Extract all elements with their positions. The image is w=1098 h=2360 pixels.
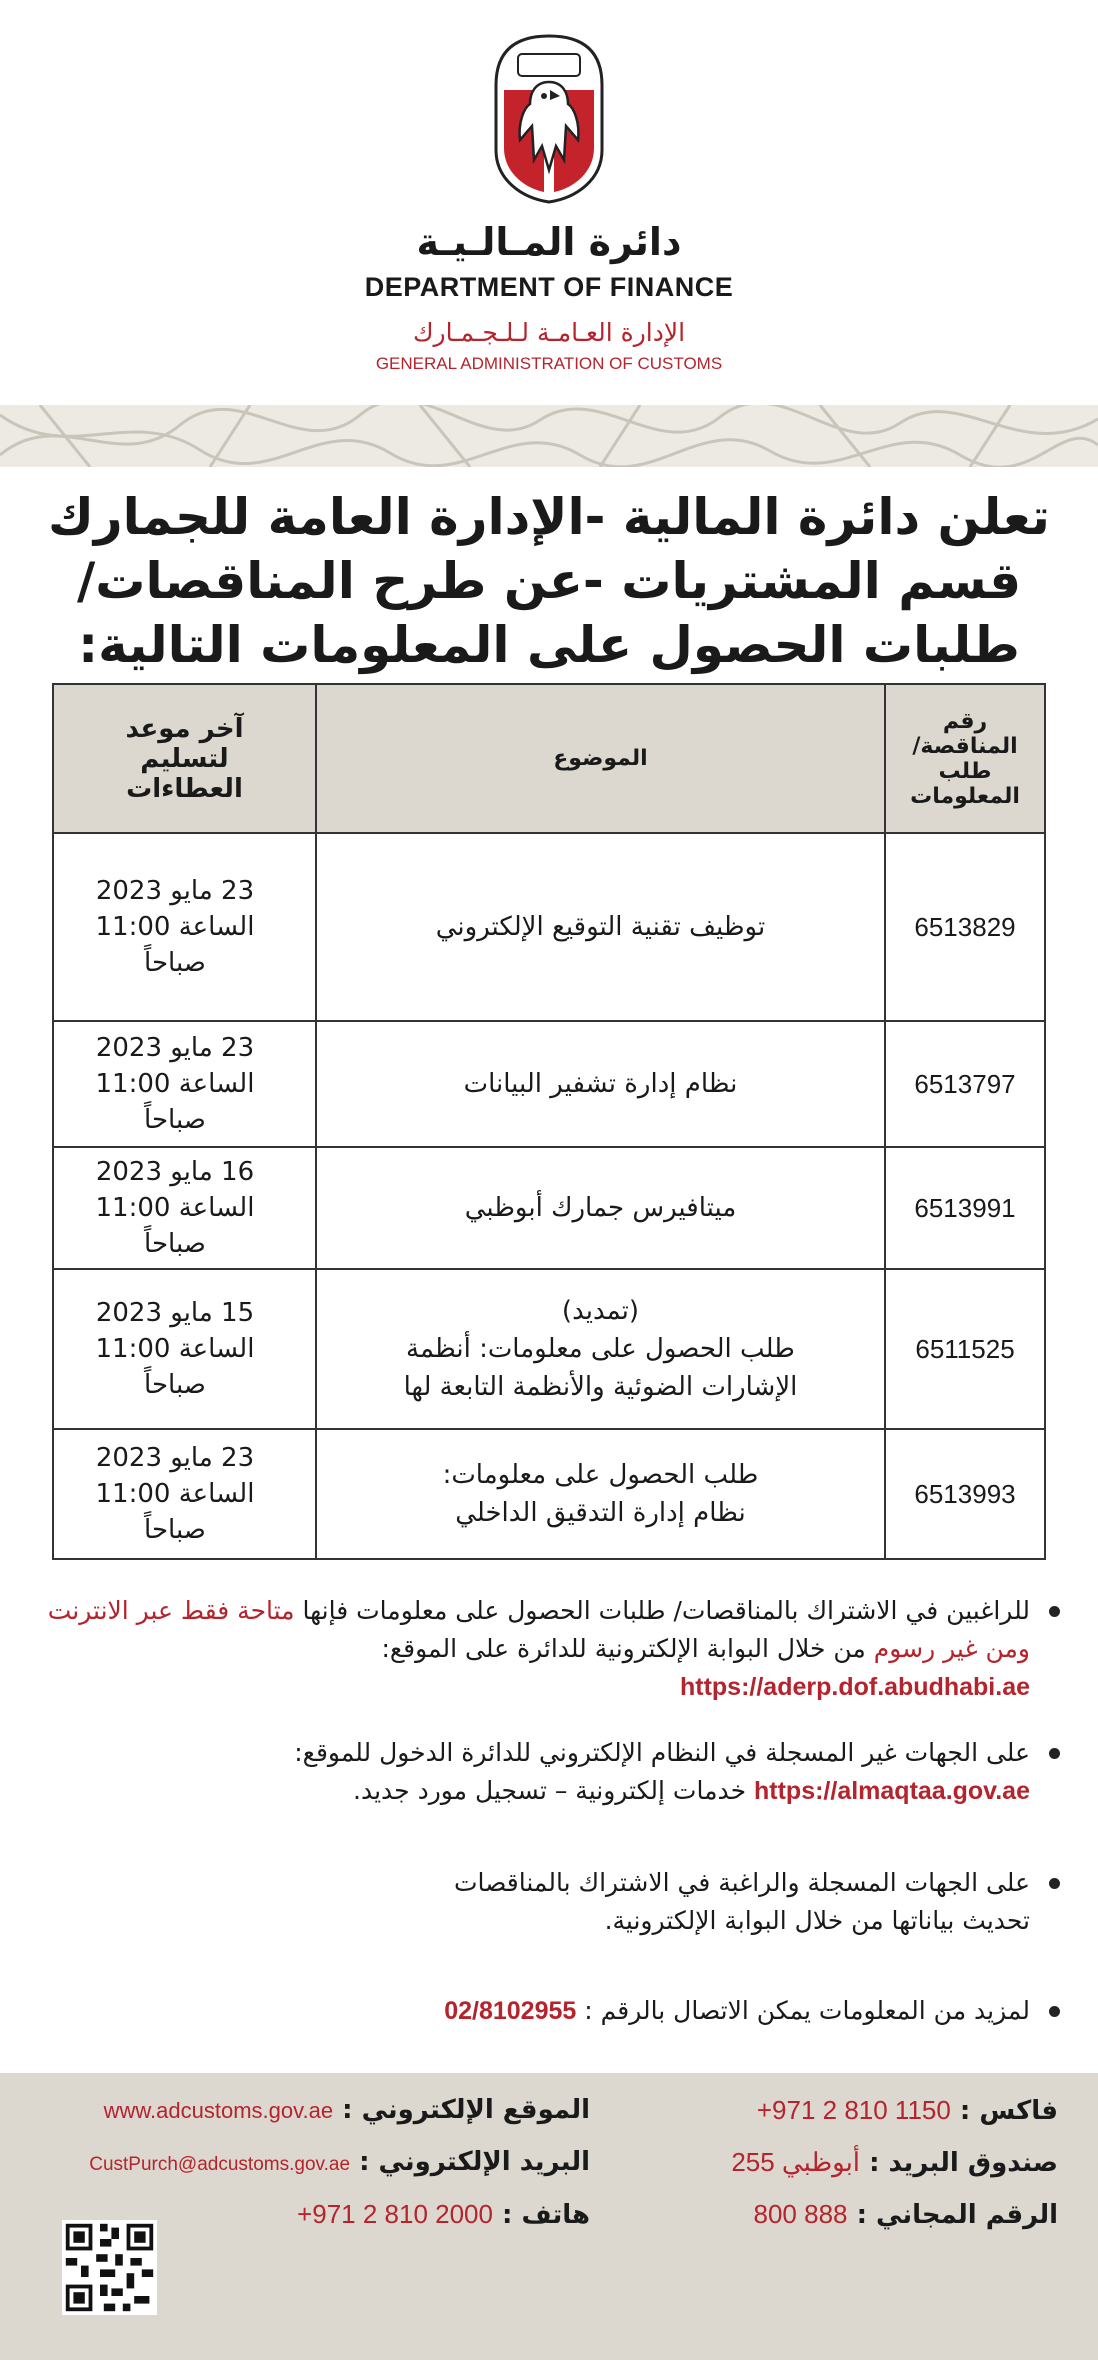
table-row: [53, 833, 1045, 1021]
tender-subject: [316, 1021, 885, 1147]
pobox-row: [731, 2147, 1058, 2178]
note-update-data: [40, 1864, 1060, 1940]
bullet-icon: [1049, 1606, 1060, 1617]
tender-deadline: [53, 1269, 316, 1429]
deadline-period: صباحاً: [144, 1515, 206, 1545]
tender-number: 6513993: [885, 1429, 1045, 1559]
pattern-graphic: [0, 405, 1098, 467]
tender-deadline: [53, 833, 316, 1021]
email-row: [89, 2147, 590, 2177]
note-text: [40, 1864, 1030, 1940]
pobox-label: صندوق البريد :: [869, 2148, 1058, 2178]
tender-number: 6513797: [885, 1021, 1045, 1147]
header-subject: الموضوع: [316, 684, 885, 833]
tender-subject: [316, 1429, 885, 1559]
deadline-date: 15 مايو 2023: [95, 1298, 255, 1328]
table-row: [53, 1021, 1045, 1147]
note-text-part: خدمات إلكترونية – تسجيل مورد جديد.: [353, 1776, 747, 1805]
title-line-2: قسم المشتريات -عن طرح المناقصات/: [76, 552, 1022, 610]
note-text: [40, 1592, 1030, 1706]
deadline-period: صباحاً: [144, 948, 206, 978]
header-number-line: المناقصة/: [912, 733, 1018, 759]
table-header-row: [53, 684, 1045, 833]
title-line-1: تعلن دائرة المالية -الإدارة العامة للجمارك: [48, 488, 1050, 546]
contact-phone[interactable]: 02/8102955: [444, 1997, 577, 2025]
tollfree-row: [754, 2199, 1058, 2230]
email-link[interactable]: CustPurch@adcustoms.gov.ae: [89, 2154, 351, 2175]
tender-number: 6511525: [885, 1269, 1045, 1429]
decorative-pattern-band: [0, 405, 1098, 467]
subject-line: (تمديد): [561, 1296, 640, 1326]
subject-line: طلب الحصول على معلومات: أنظمة: [406, 1334, 795, 1364]
administration-name-arabic: الإدارة العـامـة لـلـجـمـارك: [412, 318, 686, 347]
table-row: [53, 1429, 1045, 1559]
subject-line: ميتافيرس جمارك أبوظبي: [464, 1193, 737, 1223]
tollfree-label: الرقم المجاني :: [856, 2200, 1058, 2230]
subject-line: الإشارات الضوئية والأنظمة التابعة لها: [403, 1372, 798, 1402]
note-registration: [40, 1734, 1060, 1810]
note-text: [40, 1992, 1030, 2030]
deadline-date: 23 مايو 2023: [95, 1443, 255, 1473]
header-number-line: المعلومات: [910, 783, 1020, 809]
department-name-english: DEPARTMENT OF FINANCE: [364, 272, 734, 302]
subject-line: طلب الحصول على معلومات:: [442, 1460, 759, 1490]
bullet-icon: [1049, 1878, 1060, 1889]
header-deadline-line: آخر موعد: [125, 713, 244, 744]
deadline-date: 16 مايو 2023: [95, 1157, 255, 1187]
header: [0, 0, 1098, 400]
note-text-part: على الجهات غير المسجلة في النظام الإلكتروني للدائرة الدخول للموقع:: [294, 1738, 1030, 1767]
deadline-time: الساعة 11:00: [95, 1479, 255, 1509]
almaqtaa-link[interactable]: https://almaqtaa.gov.ae: [754, 1777, 1030, 1805]
deadline-time: الساعة 11:00: [95, 1069, 255, 1099]
deadline-time: الساعة 11:00: [95, 912, 255, 942]
deadline-period: صباحاً: [144, 1105, 206, 1135]
header-deadline-line: لتسليم: [140, 743, 229, 774]
note-text-part: على الجهات المسجلة والراغبة في الاشتراك بالمناقصات: [453, 1868, 1030, 1897]
deadline-time: الساعة 11:00: [95, 1193, 255, 1223]
note-text-part: لمزيد من المعلومات يمكن الاتصال بالرقم :: [584, 1996, 1030, 2025]
header-number-line: رقم: [942, 708, 988, 734]
title-line-3: طلبات الحصول على المعلومات التالية:: [78, 616, 1020, 674]
tender-number: 6513991: [885, 1147, 1045, 1269]
portal-link[interactable]: https://aderp.dof.abudhabi.ae: [679, 1673, 1030, 1701]
table-row: [53, 1269, 1045, 1429]
fax-label: فاكس :: [959, 2096, 1058, 2126]
tender-subject: [316, 1269, 885, 1429]
tenders-table: [52, 683, 1046, 1560]
note-text: [40, 1734, 1030, 1810]
deadline-time: الساعة 11:00: [95, 1334, 255, 1364]
abu-dhabi-falcon-emblem: [484, 30, 614, 205]
qr-code-icon[interactable]: [62, 2220, 157, 2315]
fax-value: +971 2 810 1150: [756, 2095, 951, 2125]
table-row: [53, 1147, 1045, 1269]
website-label: الموقع الإلكتروني :: [342, 2095, 590, 2125]
header-deadline: [53, 684, 316, 833]
pobox-value: أبوظبي 255: [731, 2147, 861, 2177]
note-contact: [40, 1992, 1060, 2030]
note-highlight: متاحة فقط عبر الانترنت: [47, 1596, 295, 1625]
subject-line: نظام إدارة التدقيق الداخلي: [455, 1498, 746, 1528]
deadline-period: صباحاً: [144, 1229, 206, 1259]
tender-deadline: [53, 1021, 316, 1147]
note-text-part: تحديث بياناتها من خلال البوابة الإلكترونية.: [604, 1906, 1030, 1935]
tender-number: 6513829: [885, 833, 1045, 1021]
phone-value: +971 2 810 2000: [297, 2199, 493, 2229]
website-row: [104, 2095, 590, 2125]
department-name-arabic: دائرة المـالـيـة: [416, 220, 682, 264]
bullet-icon: [1049, 2006, 1060, 2017]
header-number: [885, 684, 1045, 833]
note-text-part: من خلال البوابة الإلكترونية للدائرة على الموقع:: [381, 1634, 866, 1663]
deadline-date: 23 مايو 2023: [95, 876, 255, 906]
announcement-title: [40, 485, 1058, 677]
note-highlight: ومن غير رسوم: [873, 1634, 1030, 1663]
tollfree-value: 800 888: [753, 2199, 848, 2229]
subject-line: نظام إدارة تشفير البيانات: [463, 1069, 738, 1099]
phone-row: [297, 2199, 590, 2230]
note-online-participation: [40, 1592, 1060, 1706]
header-deadline-line: العطاءات: [126, 773, 243, 804]
website-link[interactable]: www.adcustoms.gov.ae: [103, 2098, 334, 2123]
deadline-date: 23 مايو 2023: [95, 1033, 255, 1063]
fax-row: [757, 2095, 1058, 2126]
deadline-period: صباحاً: [144, 1370, 206, 1400]
administration-name-english: GENERAL ADMINISTRATION OF CUSTOMS: [375, 354, 723, 373]
subject-line: توظيف تقنية التوقيع الإلكتروني: [435, 912, 766, 942]
tender-deadline: [53, 1429, 316, 1559]
header-number-line: طلب: [938, 758, 992, 784]
tender-subject: [316, 833, 885, 1021]
email-label: البريد الإلكتروني :: [359, 2147, 590, 2177]
tender-deadline: [53, 1147, 316, 1269]
phone-label: هاتف :: [502, 2200, 590, 2230]
tender-subject: [316, 1147, 885, 1269]
note-text-part: للراغبين في الاشتراك بالمناقصات/ طلبات الحصول على معلومات فإنها: [302, 1596, 1030, 1625]
bullet-icon: [1049, 1748, 1060, 1759]
